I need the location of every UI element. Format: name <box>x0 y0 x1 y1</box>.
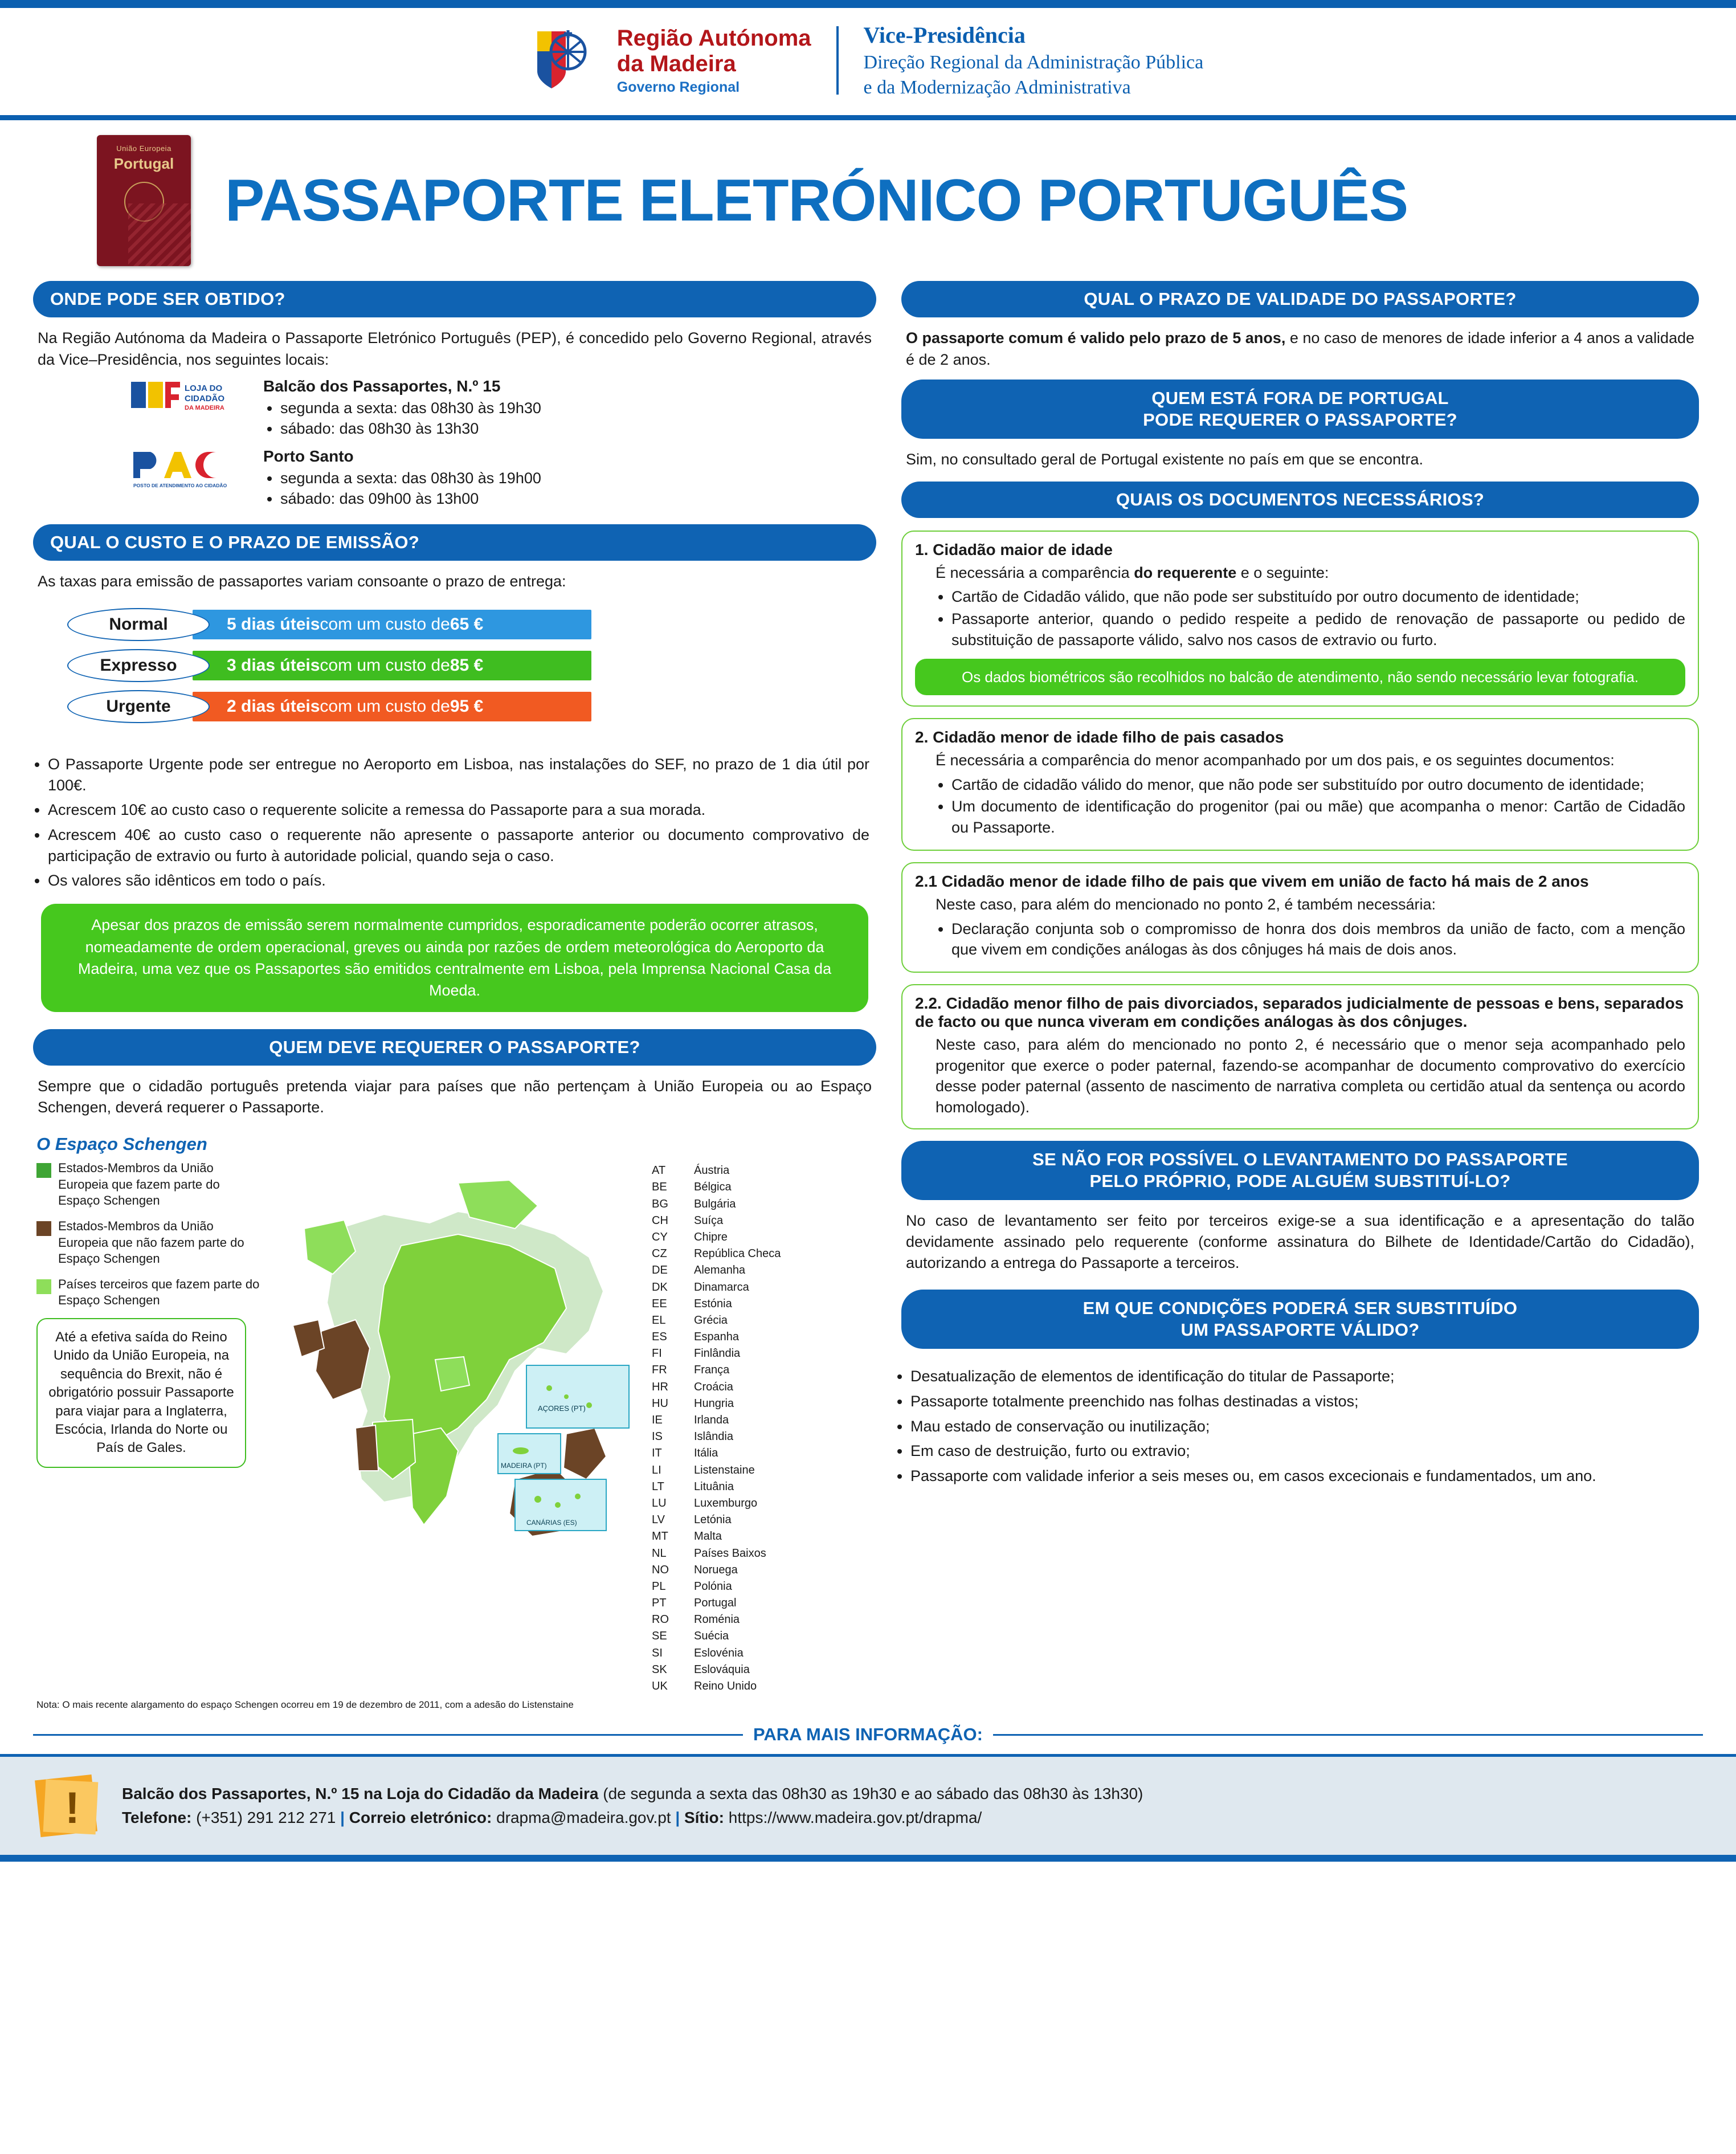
content-columns <box>0 276 1736 1711</box>
brand-line-3: Governo Regional <box>616 79 740 95</box>
country-name: Bélgica <box>694 1181 732 1194</box>
country-code: SI <box>652 1646 663 1659</box>
country-code: LU <box>652 1496 667 1510</box>
country-code: LI <box>652 1463 661 1476</box>
legend-item <box>36 1218 264 1267</box>
docs-heading: 2. Cidadão menor de idade filho de pais casados <box>915 728 1284 746</box>
fee-rest: com um custo de <box>320 614 450 634</box>
title-row <box>0 120 1736 276</box>
country-code: CZ <box>652 1247 667 1260</box>
fee-label: Expresso <box>67 649 210 682</box>
cost-intro-text: As taxas para emissão de passaportes variam consoante o prazo de entrega: <box>38 572 566 590</box>
rule-left <box>33 1734 743 1736</box>
legend-swatch-icon <box>36 1163 51 1178</box>
country-name: Eslováquia <box>694 1663 750 1676</box>
section-validity-banner: QUAL O PRAZO DE VALIDADE DO PASSAPORTE? <box>901 281 1699 317</box>
docs-item-minor-married-parents <box>901 718 1699 851</box>
country-code: FR <box>652 1364 667 1377</box>
fee-label: Normal <box>67 608 210 641</box>
section-where-banner: ONDE PODE SER OBTIDO? <box>33 281 876 317</box>
country-code: PT <box>652 1597 667 1610</box>
fee-days: 3 dias úteis <box>227 655 320 675</box>
department-text <box>864 21 1204 100</box>
country-name: França <box>694 1364 730 1377</box>
location-item <box>130 377 876 439</box>
legend-swatch-icon <box>36 1279 51 1294</box>
fee-price: 95 € <box>450 696 484 716</box>
rule-right <box>993 1734 1703 1736</box>
country-name: Listenstaine <box>694 1463 755 1476</box>
docs-item-adult <box>901 531 1699 707</box>
right-column <box>901 281 1699 1711</box>
docs-intro: É necessária a comparência do menor acompanhado por um dos pais, e os seguintes documentos: <box>936 752 1615 769</box>
left-column <box>33 281 876 1711</box>
location-hours: • sábado: das 09h00 às 13h00 <box>280 488 541 509</box>
passport-cover-image <box>97 135 191 266</box>
footer-separator: | <box>340 1809 345 1827</box>
country-name: Luxemburgo <box>694 1496 758 1510</box>
passport-decoration <box>128 203 191 266</box>
country-names-column <box>694 1162 825 1695</box>
replace-bullet: • Mau estado de conservação ou inutilização; <box>910 1416 1693 1438</box>
fee-bars <box>33 595 876 737</box>
page-footer <box>0 1754 1736 1862</box>
svg-text:POSTO DE ATENDIMENTO AO CIDADÃ: POSTO DE ATENDIMENTO AO CIDADÃO <box>133 482 227 488</box>
location-item <box>130 447 876 509</box>
location-name: Porto Santo <box>263 447 354 465</box>
svg-text:MADEIRA (PT): MADEIRA (PT) <box>501 1462 547 1470</box>
country-name: Lituânia <box>694 1480 734 1493</box>
docs-intro-post: e o seguinte: <box>1236 564 1329 581</box>
fee-price: 65 € <box>450 614 484 634</box>
country-name: Noruega <box>694 1563 738 1576</box>
country-name: Letónia <box>694 1513 732 1527</box>
section-cost-banner: QUAL O CUSTO E O PRAZO DE EMISSÃO? <box>33 524 876 561</box>
country-code: BE <box>652 1181 667 1194</box>
country-code: RO <box>652 1613 669 1626</box>
country-name: Estónia <box>694 1297 732 1310</box>
email-value[interactable]: drapma@madeira.gov.pt <box>496 1809 671 1827</box>
footer-line-1 <box>122 1782 1143 1806</box>
schengen-block <box>33 1160 876 1695</box>
fee-bar <box>193 692 591 721</box>
page-title: PASSAPORTE ELETRÓNICO PORTUGUÊS <box>225 167 1408 234</box>
country-code: NL <box>652 1547 667 1560</box>
country-name: Itália <box>694 1447 718 1460</box>
more-info-label: PARA MAIS INFORMAÇÃO: <box>753 1724 983 1745</box>
legend-item <box>36 1276 264 1309</box>
docs-bullet: • Passaporte anterior, quando o pedido respeite a pedido de renovação de passaporte ou pedido de substituição de passaporte válido, salvo nos casos de extravio ou furto. <box>951 609 1685 650</box>
country-name: Grécia <box>694 1313 728 1327</box>
location-details <box>263 447 541 509</box>
country-name: Hungria <box>694 1397 734 1410</box>
abroad-banner-line-2: PODE REQUERER O PASSAPORTE? <box>1143 409 1457 430</box>
country-name: Irlanda <box>694 1414 729 1426</box>
substitute-text: No caso de levantamento ser feito por terceiros exige-se a sua identificação e a apresentação do talão devidamente assinado pelo requerente (conforme assinatura do Bilhete de Identidade/Cartão do Cidadão), autorizando a entrega do Passaporte a terceiros. <box>906 1211 1694 1272</box>
svg-text:AÇORES (PT): AÇORES (PT) <box>538 1404 586 1413</box>
europe-map-graphic <box>270 1160 646 1610</box>
country-name: Finlândia <box>694 1347 741 1360</box>
section-docs-banner: QUAIS OS DOCUMENTOS NECESSÁRIOS? <box>901 482 1699 518</box>
fee-rest: com um custo de <box>320 655 450 675</box>
replace-bullet: • Passaporte com validade inferior a seis meses ou, em casos excecionais e fundamentados, um ano. <box>910 1466 1693 1487</box>
legend-label: Países terceiros que fazem parte do Espaço Schengen <box>58 1276 260 1308</box>
country-name: Portugal <box>694 1597 737 1610</box>
dept-line-1: Vice-Presidência <box>863 22 1026 48</box>
schengen-map <box>270 1160 646 1610</box>
country-name: Países Baixos <box>694 1547 766 1560</box>
country-code: AT <box>652 1164 666 1177</box>
section-abroad-banner <box>901 380 1699 439</box>
substitute-banner-line-2: PELO PRÓPRIO, PODE ALGUÉM SUBSTITUÍ-LO? <box>1089 1170 1511 1191</box>
footer-office-hours: (de segunda a sexta das 08h30 as 19h30 e ao sábado das 08h30 às 13h30) <box>598 1785 1143 1803</box>
exclamation-icon <box>33 1772 107 1840</box>
section-who-banner: QUEM DEVE REQUERER O PASSAPORTE? <box>33 1029 876 1066</box>
phone-label: Telefone: <box>122 1809 192 1827</box>
fee-row <box>67 608 876 641</box>
docs-bullet: • Cartão de Cidadão válido, que não pode ser substituído por outro documento de identidade; <box>951 586 1685 607</box>
fee-price: 85 € <box>450 655 484 675</box>
phone-value: (+351) 291 212 271 <box>196 1809 336 1827</box>
country-name: Croácia <box>694 1380 733 1393</box>
legend-item <box>36 1160 264 1209</box>
country-codes-column <box>652 1162 685 1695</box>
country-code: SE <box>652 1630 667 1643</box>
biometrics-note: Os dados biométricos são recolhidos no balcão de atendimento, não sendo necessário levar fotografia. <box>915 659 1685 695</box>
country-code: SK <box>652 1663 667 1676</box>
brexit-note-box: Até a efetiva saída do Reino Unido da União Europeia, na sequência do Brexit, não é obrigatório possuir Passaporte para viajar para a Inglaterra, Escócia, Irlanda do Norte ou País de Gales. <box>36 1318 246 1468</box>
dept-line-2: Direção Regional da Administração Pública <box>863 52 1204 73</box>
footer-line-2 <box>122 1806 1143 1830</box>
abroad-text: Sim, no consultado geral de Portugal existente no país em que se encontra. <box>906 450 1424 468</box>
country-code: IS <box>652 1430 663 1443</box>
brand-line-2: da Madeira <box>616 51 736 77</box>
country-name: Dinamarca <box>694 1280 749 1294</box>
page-header <box>0 8 1736 120</box>
footer-separator: | <box>675 1809 680 1827</box>
svg-text:LOJA DO: LOJA DO <box>185 383 223 393</box>
map-legend <box>36 1160 264 1695</box>
country-name: Islândia <box>694 1430 733 1443</box>
country-code: DK <box>652 1280 668 1294</box>
country-code: EL <box>652 1313 666 1327</box>
docs-heading: 2.1 Cidadão menor de idade filho de pais que vivem em união de facto há mais de 2 anos <box>915 872 1589 890</box>
country-code: EE <box>652 1297 667 1310</box>
section-substitute-banner <box>901 1141 1699 1200</box>
location-hours: • segunda a sexta: das 08h30 às 19h00 <box>280 468 541 488</box>
location-details <box>263 377 541 439</box>
country-code: NO <box>652 1563 669 1576</box>
country-code: ES <box>652 1331 667 1344</box>
docs-intro: Neste caso, para além do mencionado no ponto 2, é também necessária: <box>936 895 1436 913</box>
dept-line-3: e da Modernização Administrativa <box>863 77 1131 99</box>
country-code: LV <box>652 1513 665 1527</box>
government-brand <box>533 26 811 95</box>
header-divider <box>836 26 839 95</box>
top-accent-bar <box>0 0 1736 8</box>
locations-list <box>33 374 876 509</box>
footer-office-bold: Balcão dos Passaportes, N.º 15 na Loja do Cidadão da Madeira <box>122 1785 599 1803</box>
cost-bullet: • Acrescem 40€ ao custo caso o requerente não apresente o passaporte anterior ou documento comprovativo de participação de extravio ou furto à autoridade policial, quando seja o caso. <box>48 825 869 867</box>
country-name: Áustria <box>694 1164 730 1177</box>
country-code: CY <box>652 1230 668 1243</box>
replace-bullet: • Desatualização de elementos de identificação do titular de Passaporte; <box>910 1366 1693 1388</box>
docs-heading: 2.2. Cidadão menor filho de pais divorciados, separados judicialmente de pessoas e bens, separados de facto ou que nunca viveram em condições análogas às dos cônjuges. <box>915 994 1684 1031</box>
svg-text:CIDADÃO: CIDADÃO <box>185 393 224 403</box>
delay-notice-box: Apesar dos prazos de emissão serem normalmente cumpridos, esporadicamente poderão ocorrer atrasos, nomeadamente de ordem operacional, greves ou ainda por razões de ordem meteorológica do Aeroporto da Madeira, uma vez que os Passaportes são emitidos centralmente em Lisboa, pela Imprensa Nacional Casa da Moeda. <box>41 904 868 1011</box>
country-name: Bulgária <box>694 1197 736 1210</box>
legend-swatch-icon <box>36 1221 51 1236</box>
replace-banner-line-1: EM QUE CONDIÇÕES PODERÁ SER SUBSTITUÍDO <box>1083 1298 1518 1319</box>
svg-text:CANÁRIAS (ES): CANÁRIAS (ES) <box>526 1519 577 1527</box>
country-name: Suíça <box>694 1214 724 1227</box>
validity-bold-text: O passaporte comum é valido pelo prazo de 5 anos, <box>906 329 1286 347</box>
country-name: Alemanha <box>694 1264 746 1277</box>
legend-label: Estados-Membros da União Europeia que não fazem parte do Espaço Schengen <box>58 1218 244 1266</box>
docs-item-minor-union-de-facto <box>901 862 1699 973</box>
passport-country-label: Portugal <box>113 155 174 173</box>
svg-text:!: ! <box>65 1782 80 1833</box>
validity-text <box>901 317 1699 374</box>
docs-bullet: • Um documento de identificação do progenitor (pai ou mãe) que acompanha o menor: Cartão de Cidadão ou Passaporte. <box>951 796 1685 838</box>
fee-row <box>67 690 876 723</box>
country-code: UK <box>652 1680 668 1692</box>
fee-row <box>67 649 876 682</box>
footer-contact <box>122 1782 1143 1830</box>
replace-bullet-list <box>901 1358 1699 1487</box>
fee-bar <box>193 610 591 639</box>
replace-banner-line-2: UM PASSAPORTE VÁLIDO? <box>1181 1320 1420 1340</box>
docs-bullet: • Declaração conjunta sob o compromisso de honra dos dois membros da união de facto, com a menção que vivem em condições análogas às dos cônjuges há mais de dois anos. <box>951 919 1685 960</box>
legend-label: Estados-Membros da União Europeia que fazem parte do Espaço Schengen <box>58 1161 220 1208</box>
country-name: Suécia <box>694 1630 729 1643</box>
brand-line-1: Região Autónoma <box>616 26 811 51</box>
docs-bullet: • Cartão de cidadão válido do menor, que não pode ser substituído por outro documento de identidade; <box>951 774 1685 795</box>
country-code: PL <box>652 1580 666 1593</box>
country-code: LT <box>652 1480 664 1493</box>
location-name: Balcão dos Passaportes, N.º 15 <box>263 377 501 395</box>
section-replace-banner <box>901 1290 1699 1349</box>
location-hours: • segunda a sexta: das 08h30 às 19h30 <box>280 398 541 418</box>
svg-text:DA MADEIRA: DA MADEIRA <box>185 404 224 411</box>
docs-heading: 1. Cidadão maior de idade <box>915 540 1113 558</box>
fee-days: 5 dias úteis <box>227 614 320 634</box>
brand-text <box>617 26 811 95</box>
fee-bar <box>193 651 591 680</box>
country-name: Espanha <box>694 1331 739 1344</box>
where-text: Na Região Autónoma da Madeira o Passaporte Eletrónico Português (PEP), é concedido pelo Governo Regional, através da Vice–Presidência, nos seguintes locais: <box>38 329 872 368</box>
country-code: IE <box>652 1414 663 1426</box>
pac-logo-icon <box>130 447 244 488</box>
fee-days: 2 dias úteis <box>227 696 320 716</box>
country-code: CH <box>652 1214 668 1227</box>
docs-intro-bold: do requerente <box>1134 564 1237 581</box>
docs-item-minor-divorced-parents <box>901 984 1699 1129</box>
abroad-banner-line-1: QUEM ESTÁ FORA DE PORTUGAL <box>1151 387 1449 408</box>
fee-rest: com um custo de <box>320 696 450 716</box>
loja-do-cidadao-logo-icon <box>130 377 244 418</box>
country-code: DE <box>652 1264 668 1277</box>
who-text: Sempre que o cidadão português pretenda viajar para países que não pertençam à União Europeia ou ao Espaço Schengen, deverá requerer o Passaporte. <box>38 1077 872 1116</box>
site-label: Sítio: <box>684 1809 724 1827</box>
country-name: Reino Unido <box>694 1680 757 1692</box>
site-value[interactable]: https://www.madeira.gov.pt/drapma/ <box>728 1809 982 1827</box>
replace-bullet: • Passaporte totalmente preenchido nas folhas destinadas a vistos; <box>910 1391 1693 1413</box>
country-code: BG <box>652 1197 668 1210</box>
cost-bullet: • Os valores são idênticos em todo o país. <box>48 870 869 891</box>
country-name: Chipre <box>694 1230 728 1243</box>
country-code: HU <box>652 1397 668 1410</box>
fee-label: Urgente <box>67 690 210 723</box>
country-code: HR <box>652 1380 668 1393</box>
cost-bullet-list <box>33 746 876 892</box>
country-name: Polónia <box>694 1580 732 1593</box>
email-label: Correio eletrónico: <box>349 1809 492 1827</box>
more-info-row <box>0 1711 1736 1751</box>
country-code: MT <box>652 1530 668 1543</box>
map-footnote: Nota: O mais recente alargamento do espaço Schengen ocorreu em 19 de dezembro de 2011, com a adesão do Listenstaine <box>36 1699 574 1711</box>
country-name: República Checa <box>694 1247 781 1260</box>
cost-bullet: • Acrescem 10€ ao custo caso o requerente solicite a remessa do Passaporte para a sua morada. <box>48 799 869 821</box>
schengen-title: O Espaço Schengen <box>36 1134 207 1154</box>
country-name: Malta <box>694 1530 722 1543</box>
country-name: Roménia <box>694 1613 740 1626</box>
country-code: FI <box>652 1347 662 1360</box>
docs-intro-pre: É necessária a comparência <box>936 564 1134 581</box>
country-name: Eslovénia <box>694 1646 744 1659</box>
docs-intro <box>915 562 1685 584</box>
madeira-coat-of-arms-icon <box>533 29 602 92</box>
substitute-banner-line-1: SE NÃO FOR POSSÍVEL O LEVANTAMENTO DO PASSAPORTE <box>1032 1149 1568 1169</box>
location-hours: • sábado: das 08h30 às 13h30 <box>280 418 541 439</box>
country-code-table <box>652 1160 825 1695</box>
replace-bullet: • Em caso de destruição, furto ou extravio; <box>910 1441 1693 1462</box>
docs-intro: Neste caso, para além do mencionado no ponto 2, é necessário que o menor seja acompanhado pelo progenitor que exerce o poder paternal, fazendo-se acompanhar de documento comprovativo do exercício desse poder paternal (assento de nascimento de narrativa completa ou certidão atual da sentença ou acordo homologado). <box>936 1036 1685 1116</box>
validity-rest-text: e no caso de menores de idade inferior a 4 anos a validade é de 2 anos. <box>906 329 1694 368</box>
passport-eu-label: União Europeia <box>116 144 171 153</box>
cost-bullet: • O Passaporte Urgente pode ser entregue no Aeroporto em Lisboa, nas instalações do SEF, no prazo de 1 dia útil por 100€. <box>48 754 869 797</box>
country-code: IT <box>652 1447 662 1460</box>
